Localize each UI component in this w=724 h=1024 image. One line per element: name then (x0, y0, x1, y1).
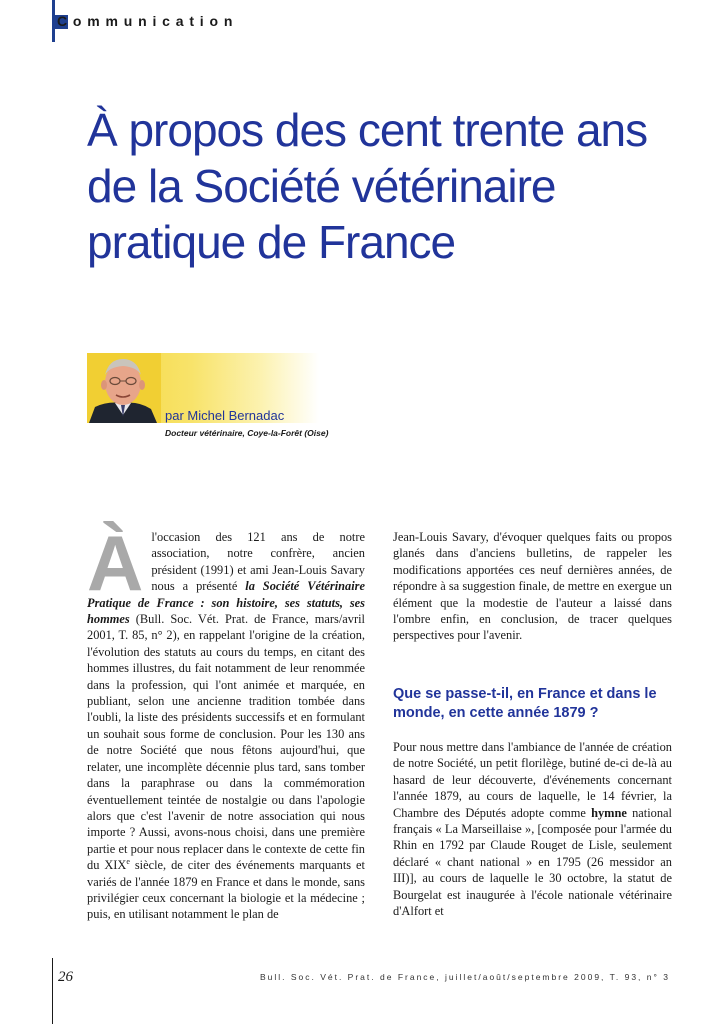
section-text-b: national français « La Marseillaise », [composée pour l'armée du Rhin en 1792 par Claude Rouget de Lisle, seulement déclaré « chant national » en 1795 (26 messidor an III)], au cours de laquelle le 30 octobre, la statut de Bourgelat est inaugurée à l'école nationale vétérinaire d'Alfort et (393, 805, 672, 919)
superscript-e: e (126, 857, 130, 866)
hymn-word: hymne (591, 805, 627, 820)
body-column-right-lower (393, 739, 672, 919)
intro-text-b: (Bull. Soc. Vét. Prat. de France, mars/avril 2001, T. 85, n° 2), en rappelant l'origine de la création, l'évolution des statuts au cours du temps, en citant des hommes illustres, du fait notamment de leur renommée dans la profession, qui l'ont animée et marquée, en publiant, selon une ancienne tradition tombée dans l'oubli, la liste des présidents successifs et en formulant un souhait sous forme de conclusion. Pour les 130 ans de notre Société que nous fêtons aujourd'hui, que relater, une incomplète décennie plus tard, sans tomber dans la paraphrase ou dans la commémoration éventuellement teintée de nostalgie ou dans l'apologie alors que c'est l'avenir de notre association qui nous importe ? Aussi, avons-nous choisi, dans une première partie et pour nous replacer dans le contexte de cette fin du XIX (87, 612, 365, 873)
cited-article-title: la Société Vétérinaire Pratique de France : son histoire, ses statuts, ses hommes (87, 579, 366, 627)
section-header (52, 0, 284, 42)
intro-paragraph (87, 519, 366, 923)
intro-text-a: l'occasion des 121 ans de notre association, notre confrère, ancien président (1991) et ami Jean-Louis Savary nous a présenté (151, 530, 365, 594)
journal-citation: Bull. Soc. Vét. Prat. de France, juillet/août/septembre 2009, T. 93, n° 3 (259, 972, 670, 982)
article-title: À propos des cent trente ans de la Société vétérinaire pratique de France (87, 104, 648, 268)
body-column-right (393, 529, 672, 644)
drop-cap: À (87, 519, 144, 607)
continuation-paragraph: Jean-Louis Savary, d'évoquer quelques faits ou propos glanés dans d'anciens bulletins, de rappeler les modifications apportées ces neuf dernières années, de répondre à sa suggestion finale, de mettre en exergue un élément que la modestie de l'auteur a laissé dans l'ombre enfin, en conclusion, de tracer quelques perspectives pour l'avenir. (393, 530, 672, 643)
author-name: par Michel Bernadac (165, 408, 285, 423)
section-label: Communication (57, 13, 239, 29)
section-heading: Que se passe-t-il, en France et dans le monde, en cette année 1879 ? (393, 686, 657, 721)
author-affiliation: Docteur vétérinaire, Coye-la-Forêt (Oise) (165, 428, 329, 438)
section-paragraph (393, 739, 672, 919)
footer-rule (52, 958, 53, 1024)
section-text-a: Pour nous mettre dans l'ambiance de l'année de création de notre Société, un petit florilège, butiné de-ci de-là au hasard de leur découverte, d'événements concernant l'année 1879, au cours de laquelle, le 14 février, la Chambre des Députés adopte comme (393, 740, 672, 820)
page-number: 26 (58, 969, 73, 985)
intro-text-c: siècle, de citer des événements marquants et variés de l'année 1879 en France et dans le monde, sans privilégier ceux concernant la biologie et la médecine ; puis, en utilisant notamment le plan de (87, 858, 365, 922)
author-portrait (87, 353, 161, 423)
body-column-left (87, 519, 366, 923)
